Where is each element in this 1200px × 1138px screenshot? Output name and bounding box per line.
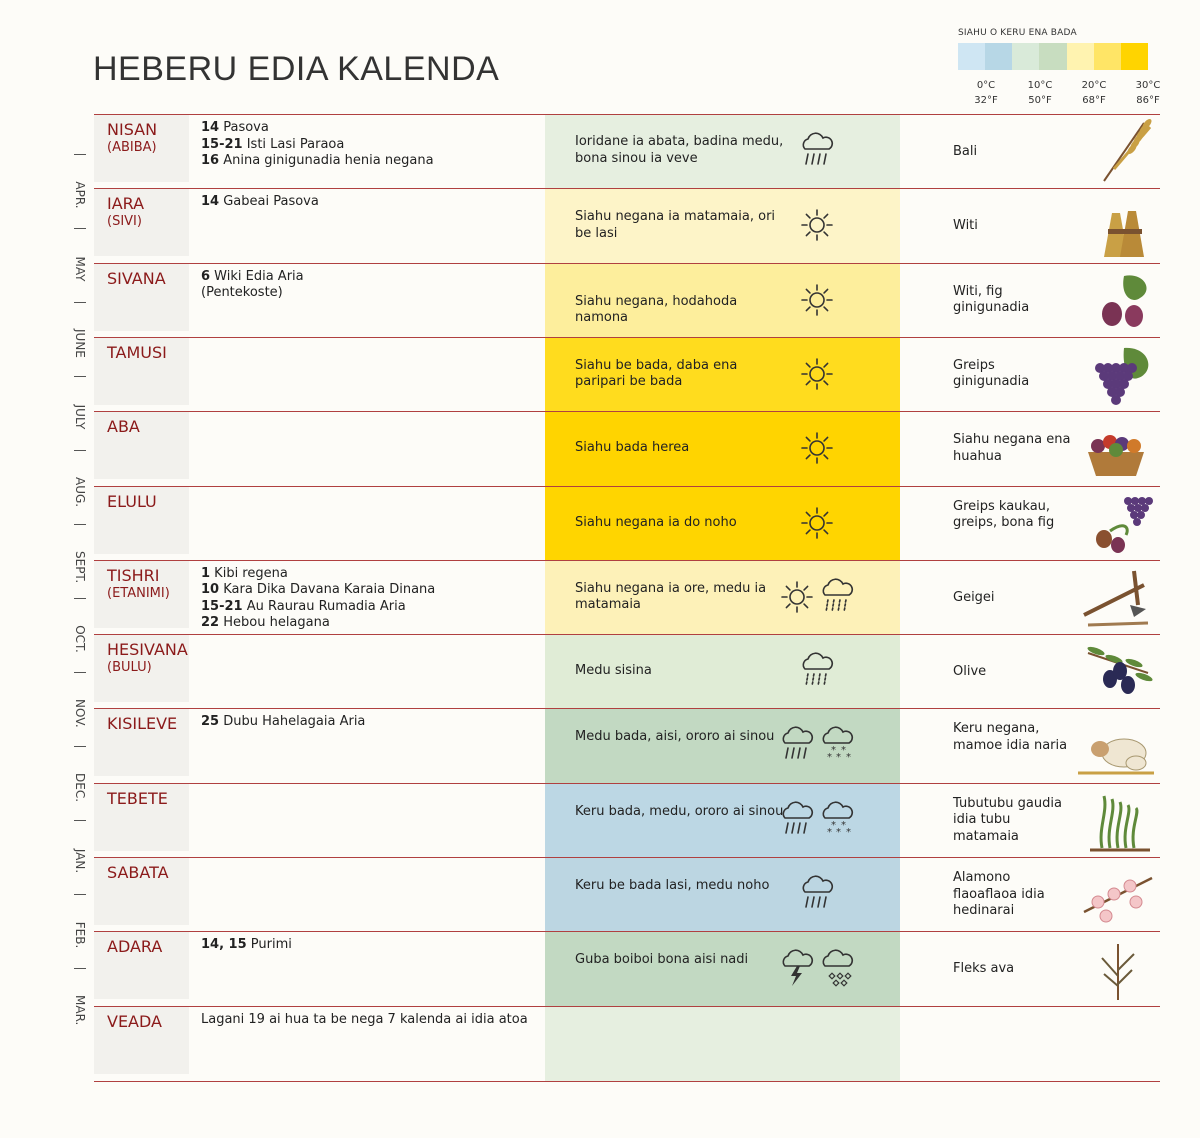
plow-icon: [1074, 565, 1158, 631]
fig-icon: [1074, 268, 1158, 334]
climate-description: Ioridane ia abata, badina medu, bona sinou ia veve: [575, 134, 784, 166]
wheat-sheaf-icon: [1074, 193, 1158, 259]
month-row: [94, 931, 1160, 1006]
climate-description: Keru bada, medu, ororo ai sinou: [575, 803, 784, 819]
svg-text:*: *: [836, 826, 841, 838]
month-row: [94, 411, 1160, 486]
festivals-list: [201, 714, 541, 731]
olive-icon: [1074, 639, 1158, 705]
axis-tick: [74, 524, 86, 525]
gregorian-month-label: MAY: [73, 256, 87, 282]
festival-text: Anina ginigunadia henia negana: [219, 153, 434, 168]
flax-icon: [1074, 936, 1158, 1002]
legend-swatch: [1094, 43, 1121, 70]
climate-cell: [545, 189, 900, 263]
festival-text: Gabeai Pasova: [219, 194, 319, 210]
month-row: [94, 486, 1160, 561]
climate-cell: [545, 784, 900, 858]
snow-icon: [817, 723, 857, 767]
gregorian-month-label: JUNE: [73, 329, 87, 358]
sun-icon: [797, 278, 837, 322]
axis-tick: [74, 746, 86, 747]
climate-description: Medu sisina: [575, 663, 652, 679]
festival-item: [201, 599, 541, 616]
climate-cell: [545, 709, 900, 783]
legend-tick-celsius: 10°C: [1027, 80, 1053, 91]
festival-item: [201, 615, 541, 632]
harvest-description: Tubutubu gaudia idia tubu matamaia: [953, 795, 1062, 844]
harvest-description: Bali: [953, 144, 978, 159]
climate-cell: [545, 858, 900, 932]
month-name-cell: [94, 338, 189, 405]
gregorian-month-label: FEB.: [73, 921, 87, 949]
sprout-icon: [1074, 788, 1158, 854]
sheep-icon: [1074, 713, 1158, 779]
climate-description: Siahu negana ia do noho: [575, 514, 737, 530]
festival-day: 15-21: [201, 136, 243, 152]
fruit-basket-icon: [1074, 416, 1158, 482]
harvest-description: Witi: [953, 218, 978, 234]
legend-tick: [966, 78, 1006, 108]
axis-tick: [74, 228, 86, 229]
legend-tick: [1020, 78, 1060, 108]
climate-description: Keru be bada lasi, medu noho: [575, 878, 770, 893]
month-name-cell: [94, 487, 189, 554]
sun-icon: [797, 203, 837, 247]
harvest-description: Siahu negana ena huahua: [953, 432, 1071, 464]
festival-item: [201, 194, 541, 211]
climate-cell: [545, 115, 900, 189]
festival-item: [201, 937, 541, 954]
barley-icon: [1074, 119, 1158, 185]
month-row: [94, 1006, 1160, 1082]
light-rain-icon: [797, 649, 837, 693]
svg-text:*: *: [831, 819, 836, 831]
temperature-legend: [958, 28, 1161, 106]
festivals-list: [201, 120, 541, 170]
gregorian-month-label: MAR.: [73, 995, 87, 1026]
climate-description: Guba boiboi bona aisi nadi: [575, 952, 749, 968]
festivals-list: [201, 566, 541, 632]
hebrew-month-alt-name: (ETANIMI): [107, 585, 170, 601]
festival-day: 6: [201, 268, 211, 284]
harvest-description: Geigei: [953, 589, 995, 605]
sun-icon: [777, 575, 817, 619]
festivals-list: [201, 937, 541, 954]
legend-tick-fahrenheit: 86°F: [1136, 95, 1160, 106]
month-name-cell: [94, 784, 189, 851]
sun-icon: [797, 426, 837, 470]
sun-icon: [797, 501, 837, 545]
axis-tick: [74, 450, 86, 451]
month-name-cell: [94, 189, 189, 256]
festival-text: Hebou helagana: [219, 615, 330, 631]
gregorian-month-label: JULY: [73, 404, 87, 430]
hebrew-month-name: TISHRI: [107, 565, 160, 585]
climate-cell: [545, 561, 900, 635]
month-row: [94, 114, 1160, 189]
gregorian-month-label: DEC.: [73, 773, 87, 803]
harvest-description: Keru negana, mamoe idia naria: [953, 721, 1068, 753]
festivals-list: [201, 269, 541, 302]
festival-day: 14: [201, 194, 220, 210]
harvest-description: Olive: [953, 664, 987, 680]
rain-icon: [777, 798, 817, 842]
legend-title: SIAHU O KERU ENA BADA: [958, 28, 1077, 38]
legend-tick-celsius: 20°C: [1081, 80, 1107, 91]
climate-cell: [545, 635, 900, 709]
light-rain-icon: [817, 575, 857, 619]
gregorian-month-label: APR.: [73, 181, 87, 209]
legend-swatch: [958, 43, 985, 70]
festival-item: [201, 582, 541, 599]
axis-tick: [74, 376, 86, 377]
festival-item: [201, 120, 541, 137]
hebrew-month-name: TEBETE: [107, 788, 168, 808]
month-name-cell: [94, 635, 189, 702]
legend-tick: [1128, 78, 1168, 108]
gregorian-month-label: OCT.: [73, 625, 87, 653]
festival-day: 10: [201, 582, 220, 598]
climate-cell: [545, 1007, 900, 1081]
harvest-description: Witi, fig ginigunadia: [953, 283, 1030, 316]
festival-item: [201, 285, 541, 302]
festival-item: [201, 566, 541, 583]
hebrew-month-name: SABATA: [107, 863, 169, 882]
svg-text:*: *: [827, 752, 832, 764]
festival-text: Au Raurau Rumadia Aria: [242, 598, 406, 614]
month-row: [94, 560, 1160, 635]
gregorian-month-label: JAN.: [73, 848, 87, 874]
grapes-icon: [1074, 342, 1158, 408]
axis-tick: [74, 968, 86, 969]
legend-swatch: [985, 43, 1012, 70]
legend-tick-celsius: 30°C: [1135, 80, 1161, 91]
climate-description: Siahu bada herea: [575, 440, 690, 456]
rain-icon: [777, 723, 817, 767]
legend-ticks: [958, 70, 1161, 106]
festival-day: 1: [201, 565, 211, 581]
axis-tick: [74, 672, 86, 673]
hail-icon: [817, 946, 857, 990]
grapes-figs-icon: [1074, 491, 1158, 557]
hebrew-month-name: ELULU: [107, 491, 157, 511]
climate-description: Siahu be bada, daba ena paripari be bada: [575, 357, 738, 390]
legend-swatch: [1012, 43, 1039, 70]
hebrew-month-name: NISAN: [107, 120, 158, 139]
harvest-description: Greips ginigunadia: [953, 357, 1030, 390]
festival-day: 15-21: [201, 598, 243, 614]
snow-icon: [817, 798, 857, 842]
climate-description: Siahu negana ia matamaia, ori be lasi: [575, 209, 776, 241]
festival-text: Isti Lasi Paraoa: [242, 136, 345, 152]
legend-tick-fahrenheit: 68°F: [1082, 95, 1106, 106]
festival-item: [201, 1012, 541, 1029]
svg-text:*: *: [846, 826, 851, 838]
hebrew-month-name: HESIVANA: [107, 640, 188, 660]
festival-text: Pasova: [219, 120, 269, 135]
climate-cell: [545, 487, 900, 561]
month-name-cell: [94, 561, 189, 628]
festival-text: Kibi regena: [210, 565, 288, 581]
gregorian-month-label: NOV.: [73, 699, 87, 728]
climate-cell: [545, 932, 900, 1006]
svg-text:*: *: [846, 752, 851, 764]
legend-tick-fahrenheit: 32°F: [974, 95, 998, 106]
rain-icon: [797, 872, 837, 916]
hebrew-month-name: VEADA: [107, 1011, 162, 1031]
festival-day: 22: [201, 615, 220, 631]
festival-item: [201, 714, 541, 731]
month-name-cell: [94, 412, 189, 479]
festival-day: 16: [201, 153, 220, 168]
legend-color-bar: [958, 43, 1148, 70]
hebrew-month-alt-name: (ABIBA): [107, 140, 157, 155]
hebrew-month-name: ADARA: [107, 937, 163, 957]
month-row: [94, 783, 1160, 858]
legend-swatch: [1039, 43, 1066, 70]
festival-day: 14: [201, 120, 220, 135]
festival-text: Lagani 19 ai hua ta be nega 7 kalenda ai idia atoa: [201, 1011, 528, 1027]
climate-description: Siahu negana, hodahoda namona: [575, 293, 738, 326]
almond-blossom-icon: [1074, 862, 1158, 928]
hebrew-month-name: KISILEVE: [107, 714, 178, 734]
legend-tick-celsius: 0°C: [976, 80, 996, 91]
month-name-cell: [94, 858, 189, 925]
harvest-description: Fleks ava: [953, 961, 1015, 977]
festival-item: [201, 153, 541, 170]
festival-text: (Pentekoste): [201, 285, 283, 301]
month-name-cell: [94, 115, 189, 182]
month-row: [94, 634, 1160, 709]
climate-description: Siahu negana ia ore, medu ia matamaia: [575, 580, 767, 613]
axis-tick: [74, 820, 86, 821]
harvest-description: Alamono flaoaflaoa idia hedinarai: [953, 870, 1045, 918]
hebrew-month-alt-name: (SIVI): [107, 214, 142, 230]
month-name-cell: [94, 1007, 189, 1074]
climate-description: Medu bada, aisi, ororo ai sinou: [575, 729, 775, 745]
climate-cell: [545, 338, 900, 412]
axis-tick: [74, 302, 86, 303]
month-name-cell: [94, 932, 189, 999]
gregorian-month-label: SEPT.: [73, 551, 87, 584]
svg-text:*: *: [841, 819, 846, 831]
svg-text:*: *: [841, 745, 846, 757]
svg-text:*: *: [827, 826, 832, 838]
month-name-cell: [94, 709, 189, 776]
axis-tick: [74, 598, 86, 599]
svg-text:*: *: [831, 745, 836, 757]
hebrew-month-alt-name: (BULU): [107, 660, 152, 676]
harvest-description: Greips kaukau, greips, bona fig: [953, 498, 1055, 530]
month-name-cell: [94, 264, 189, 331]
hebrew-month-name: SIVANA: [107, 268, 166, 288]
page-title: HEBERU EDIA KALENDA: [93, 50, 500, 88]
hebrew-month-name: IARA: [107, 194, 145, 214]
legend-swatch: [1121, 43, 1148, 70]
festival-day: 25: [201, 714, 220, 730]
festivals-list: [201, 1012, 541, 1029]
axis-tick: [74, 894, 86, 895]
legend-swatch: [1067, 43, 1094, 70]
festival-text: Kara Dika Davana Karaia Dinana: [219, 582, 436, 598]
hebrew-month-name: ABA: [107, 417, 140, 437]
month-row: [94, 263, 1160, 338]
month-row: [94, 857, 1160, 932]
festival-item: [201, 269, 541, 286]
festivals-list: [201, 194, 541, 211]
climate-cell: [545, 264, 900, 338]
gregorian-month-label: AUG.: [73, 477, 87, 508]
climate-cell: [545, 412, 900, 486]
axis-tick: [74, 154, 86, 155]
month-row: [94, 337, 1160, 412]
svg-text:*: *: [836, 752, 841, 764]
festival-text: Wiki Edia Aria: [210, 268, 304, 284]
sun-icon: [797, 352, 837, 396]
rain-icon: [797, 129, 837, 173]
festival-text: Purimi: [246, 937, 292, 953]
festival-text: Dubu Hahelagaia Aria: [219, 714, 366, 730]
hebrew-month-name: TAMUSI: [107, 342, 167, 362]
legend-tick-fahrenheit: 50°F: [1028, 95, 1052, 106]
legend-tick: [1074, 78, 1114, 108]
gregorian-month-axis: [66, 114, 96, 1080]
month-row: [94, 708, 1160, 783]
festival-item: [201, 137, 541, 154]
festival-day: 14, 15: [201, 937, 247, 953]
month-row: [94, 188, 1160, 263]
storm-icon: [777, 946, 817, 990]
